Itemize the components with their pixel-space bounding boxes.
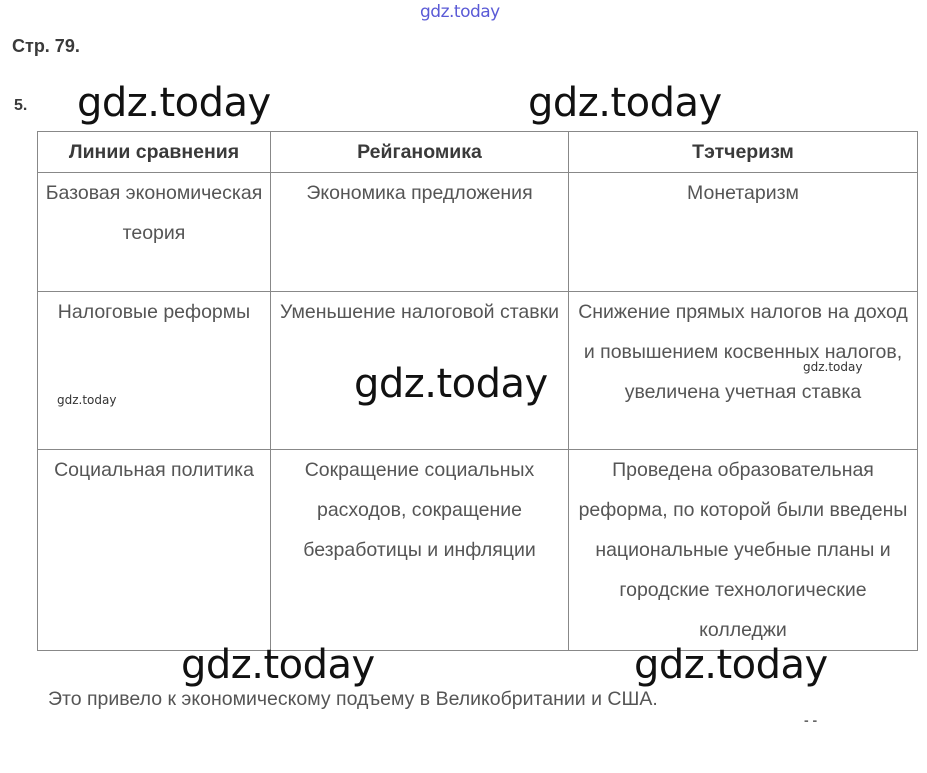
reaganomics-cell: Сокращение социальных расходов, сокращение безработицы и инфляции bbox=[271, 450, 569, 651]
thatcherism-cell: Проведена образовательная реформа, по которой были введены национальные учебные планы и городские технологические колледжи bbox=[569, 450, 918, 651]
page-reference: Стр. 79. bbox=[12, 36, 80, 56]
column-header-reaganomics: Рейганомика bbox=[271, 132, 569, 173]
thatcherism-cell: Монетаризм bbox=[569, 173, 918, 292]
table-row bbox=[38, 450, 918, 651]
reaganomics-cell: Уменьшение налоговой ставки bbox=[271, 292, 569, 450]
watermark-small: gdz.today bbox=[803, 360, 863, 374]
conclusion-text: Это привело к экономическому подъему в Великобритании и США. bbox=[48, 688, 658, 710]
trailing-mark: - - bbox=[804, 712, 818, 728]
watermark-small: gdz.today bbox=[57, 393, 117, 407]
watermark-large: gdz.today bbox=[528, 80, 722, 126]
watermark-large: gdz.today bbox=[634, 642, 828, 688]
column-header-criteria: Линии сравнения bbox=[38, 132, 271, 173]
table-row bbox=[38, 173, 918, 292]
thatcherism-cell: Снижение прямых налогов на доход и повышением косвенных налогов, увеличена учетная ставка bbox=[569, 292, 918, 450]
watermark-top: gdz.today bbox=[420, 2, 500, 22]
column-header-thatcherism: Тэтчеризм bbox=[569, 132, 918, 173]
table-header-row bbox=[38, 132, 918, 173]
criterion-cell: Социальная политика bbox=[38, 450, 271, 651]
watermark-large: gdz.today bbox=[181, 642, 375, 688]
task-number: 5. bbox=[14, 97, 28, 114]
watermark-large: gdz.today bbox=[77, 80, 271, 126]
watermark-large: gdz.today bbox=[354, 361, 548, 407]
criterion-cell: Базовая экономическая теория bbox=[38, 173, 271, 292]
criterion-cell: Налоговые реформы bbox=[38, 292, 271, 450]
reaganomics-cell: Экономика предложения bbox=[271, 173, 569, 292]
